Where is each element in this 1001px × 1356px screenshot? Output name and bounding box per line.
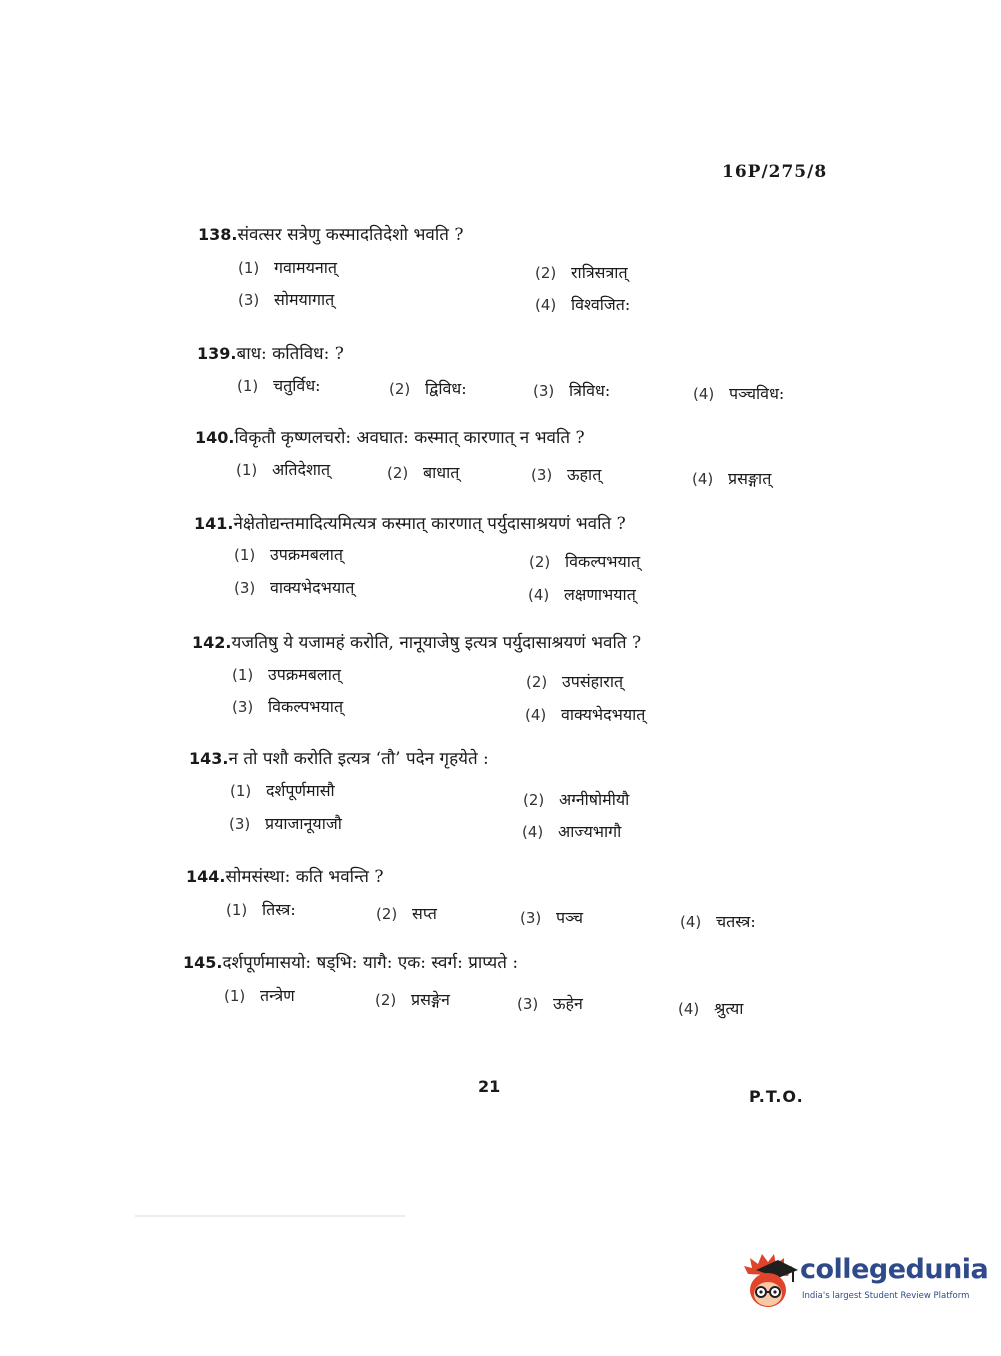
question-number: 145. xyxy=(183,953,223,972)
option-text: चतुर्विध: xyxy=(273,376,321,395)
brand-name: collegedunia xyxy=(800,1254,989,1285)
option-2 xyxy=(529,550,640,572)
option-2 xyxy=(375,988,450,1010)
option-number: (1) xyxy=(226,901,248,919)
option-text: श्रुत्या xyxy=(714,999,744,1018)
option-number: (2) xyxy=(523,791,545,809)
option-1 xyxy=(230,779,335,801)
option-number: (3) xyxy=(238,291,260,309)
option-text: दर्शपूर्णमासौ xyxy=(266,781,335,800)
question-text: विकृतौ कृष्णलचरो: अवघात: कस्मात् कारणात् न भवति ? xyxy=(234,428,585,448)
option-3 xyxy=(238,288,334,310)
option-2 xyxy=(535,261,628,283)
question-number: 144. xyxy=(186,867,226,886)
option-3 xyxy=(533,379,610,401)
option-3 xyxy=(520,906,583,928)
option-3 xyxy=(517,992,583,1014)
option-number: (2) xyxy=(526,673,548,691)
option-1 xyxy=(238,256,337,278)
option-1 xyxy=(226,898,296,920)
question-text: सोमसंस्था: कति भवन्ति ? xyxy=(225,867,384,887)
option-number: (1) xyxy=(232,666,254,684)
option-text: तन्त्रेण xyxy=(260,986,295,1005)
pto-label: P.T.O. xyxy=(749,1087,804,1106)
mascot-icon xyxy=(742,1252,798,1312)
question-text: दर्शपूर्णमासयो: षड्भि: यागै: एक: स्वर्ग: प्राप्यते : xyxy=(222,953,519,973)
option-text: अग्नीषोमीयौ xyxy=(559,790,630,809)
question-number: 140. xyxy=(195,428,235,447)
option-text: सोमयागात् xyxy=(274,290,335,309)
option-number: (1) xyxy=(236,461,258,479)
scan-artifact-line xyxy=(135,1215,405,1217)
question-text: यजतिषु ये यजामहं करोति, नानूयाजेषु इत्यत्र पर्युदासाश्रयणं भवति ? xyxy=(231,633,642,653)
option-text: उपसंहारात् xyxy=(562,672,624,691)
option-number: (3) xyxy=(531,466,553,484)
option-number: (4) xyxy=(678,1000,700,1018)
option-number: (1) xyxy=(238,259,260,277)
option-text: प्रसङ्गात् xyxy=(728,469,772,488)
option-4 xyxy=(680,910,756,932)
option-text: ऊहेन xyxy=(553,994,583,1013)
option-number: (2) xyxy=(535,264,557,282)
option-3 xyxy=(229,812,342,834)
question-text: नेक्षेतोद्यन्तमादित्यमित्यत्र कस्मात् कारणात् पर्युदासाश्रयणं भवति ? xyxy=(233,514,626,534)
option-text: बाधात् xyxy=(423,463,460,482)
question-text: न तो पशौ करोति इत्यत्र ‘तौ’ पदेन गृहयेते : xyxy=(228,749,489,769)
option-number: (4) xyxy=(693,385,715,403)
option-text: द्विविध: xyxy=(425,379,467,398)
option-number: (4) xyxy=(535,296,557,314)
option-text: उपक्रमबलात् xyxy=(270,545,343,564)
option-1 xyxy=(224,984,295,1006)
option-text: प्रयाजानूयाजौ xyxy=(265,814,342,833)
option-text: ऊहात् xyxy=(567,465,602,484)
option-2 xyxy=(387,461,459,483)
brand-tagline: India's largest Student Review Platform xyxy=(802,1291,970,1301)
option-number: (4) xyxy=(528,586,550,604)
option-number: (2) xyxy=(376,905,398,923)
option-number: (4) xyxy=(692,470,714,488)
option-number: (2) xyxy=(389,380,411,398)
option-number: (4) xyxy=(680,913,702,931)
option-number: (2) xyxy=(529,553,551,571)
option-number: (1) xyxy=(230,782,252,800)
option-text: वाक्यभेदभयात् xyxy=(561,705,646,724)
option-2 xyxy=(389,377,467,399)
option-2 xyxy=(523,788,629,810)
option-text: सप्त xyxy=(412,904,437,923)
option-3 xyxy=(531,463,601,485)
option-number: (2) xyxy=(375,991,397,1009)
option-text: गवामयनात् xyxy=(274,258,338,277)
option-1 xyxy=(232,663,341,685)
option-number: (3) xyxy=(520,909,542,927)
option-text: त्रिविध: xyxy=(569,381,611,400)
question-number: 143. xyxy=(189,749,229,768)
option-text: पञ्च xyxy=(556,908,584,927)
option-number: (2) xyxy=(387,464,409,482)
option-1 xyxy=(236,458,330,480)
option-4 xyxy=(692,467,771,489)
question-number: 138. xyxy=(198,225,238,244)
question-number: 141. xyxy=(194,514,234,533)
option-4 xyxy=(693,382,784,404)
option-1 xyxy=(237,374,321,396)
option-text: विकल्पभयात् xyxy=(268,697,344,716)
question-number: 142. xyxy=(192,633,232,652)
collegedunia-logo[interactable] xyxy=(742,1252,989,1312)
option-number: (3) xyxy=(533,382,555,400)
option-4 xyxy=(678,997,743,1019)
page-number: 21 xyxy=(478,1077,501,1096)
option-text: रात्रिसत्रात् xyxy=(571,263,628,282)
question-text: संवत्सर सत्रेणु कस्मादतिदेशो भवति ? xyxy=(237,225,464,245)
option-number: (1) xyxy=(224,987,246,1005)
option-text: उपक्रमबलात् xyxy=(268,665,341,684)
option-number: (3) xyxy=(229,815,251,833)
option-4 xyxy=(535,293,630,315)
question-number: 139. xyxy=(197,344,237,363)
option-text: वाक्यभेदभयात् xyxy=(270,578,355,597)
paper-code: 16P/275/8 xyxy=(722,162,828,182)
option-2 xyxy=(526,670,623,692)
option-text: चतस्त्र: xyxy=(716,912,756,931)
option-text: विकल्पभयात् xyxy=(565,552,641,571)
option-4 xyxy=(528,583,636,605)
option-text: लक्षणाभयात् xyxy=(564,585,636,604)
option-number: (4) xyxy=(525,706,547,724)
option-2 xyxy=(376,902,437,924)
option-number: (3) xyxy=(517,995,539,1013)
option-number: (1) xyxy=(234,546,256,564)
option-number: (1) xyxy=(237,377,259,395)
option-4 xyxy=(525,703,645,725)
option-number: (3) xyxy=(232,698,254,716)
option-number: (3) xyxy=(234,579,256,597)
option-text: आज्यभागौ xyxy=(558,822,622,841)
option-number: (4) xyxy=(522,823,544,841)
option-text: प्रसङ्गेन xyxy=(411,990,450,1009)
option-1 xyxy=(234,543,343,565)
option-3 xyxy=(232,695,343,717)
option-3 xyxy=(234,576,354,598)
option-4 xyxy=(522,820,621,842)
option-text: पञ्चविध: xyxy=(729,384,785,403)
option-text: अतिदेशात् xyxy=(272,460,331,479)
option-text: विश्वजित: xyxy=(571,295,631,314)
option-text: तिस्त्र: xyxy=(262,900,296,919)
question-text: बाध: कतिविध: ? xyxy=(236,344,344,364)
